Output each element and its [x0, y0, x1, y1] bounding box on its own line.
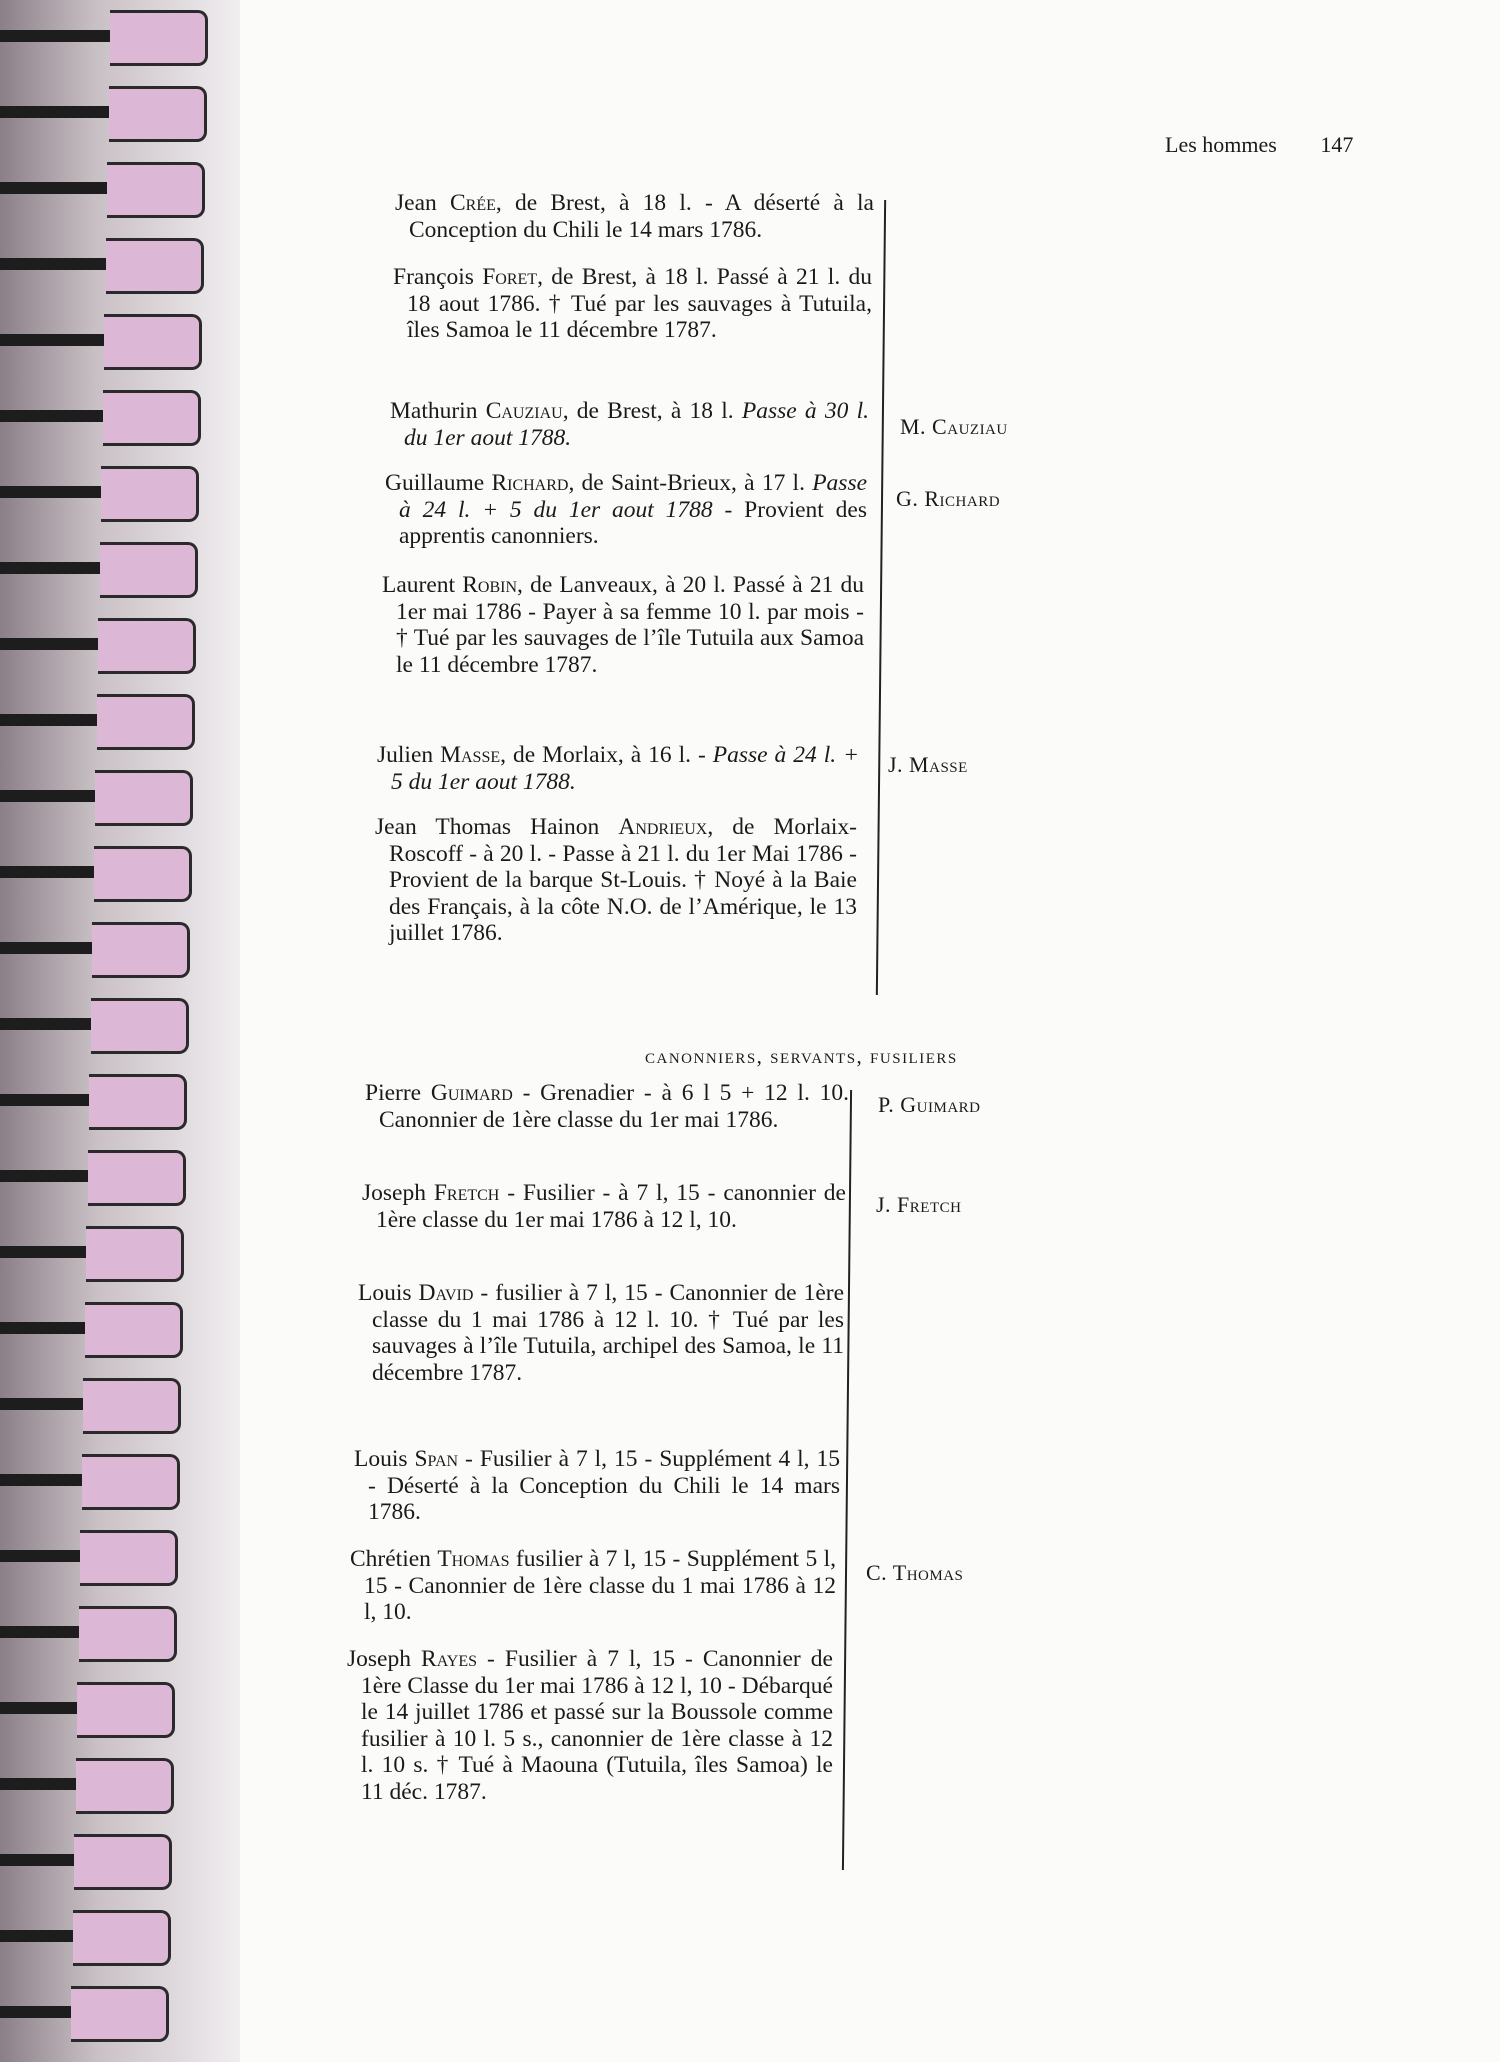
binding-ring — [100, 542, 198, 598]
binding-ring — [88, 1150, 186, 1206]
running-header — [1165, 132, 1353, 158]
column-divider — [876, 200, 886, 995]
binding-ring — [97, 694, 195, 750]
binding-ring — [85, 1302, 183, 1358]
signature-richard: G. Richard — [896, 486, 1001, 511]
entry-andrieux: Jean Thomas Hainon Andrieux, de Morlaix-Roscoff - à 20 l. - Passe à 21 l. du 1er Mai 1786 - Provient de la barque St-Louis. † Noyé à la Baie des Français, à la côte N.O. de l’Amérique, le 13 juillet 1786. — [375, 814, 857, 946]
binding-ring — [83, 1378, 181, 1434]
binding-ring — [92, 922, 190, 978]
binding-ring — [95, 770, 193, 826]
entry-thomas: Chrétien Thomas fusilier à 7 l, 15 - Supplément 5 l, 15 - Canonnier de 1ère classe du 1 mai 1786 à 12 l, 10. — [350, 1546, 836, 1625]
entry-guimard: Pierre Guimard - Grenadier - à 6 l 5 + 12 l. 10. Canonnier de 1ère classe du 1er mai 1786. — [365, 1080, 849, 1133]
binding-ring — [89, 1074, 187, 1130]
entry-span: Louis Span - Fusilier à 7 l, 15 - Supplément 4 l, 15 - Déserté à la Conception du Chili le 14 mars 1786. — [354, 1446, 841, 1525]
entry-richard: Guillaume Richard, de Saint-Brieux, à 17 l. Passe à 24 l. + 5 du 1er aout 1788 - Provient des apprentis canonniers. — [385, 470, 868, 549]
binding-ring — [107, 162, 205, 218]
entry-fretch: Joseph Fretch - Fusilier - à 7 l, 15 - canonnier de 1ère classe du 1er mai 1786 à 12 l, 10. — [362, 1180, 846, 1233]
binding-ring — [110, 10, 208, 66]
entry-foret: François Foret, de Brest, à 18 l. Passé à 21 l. du 18 aout 1786. † Tué par les sauvages à Tutuila, îles Samoa le 11 décembre 1787. — [393, 264, 872, 343]
entry-robin: Laurent Robin, de Lanveaux, à 20 l. Passé à 21 du 1er mai 1786 - Payer à sa femme 10 l. par mois - † Tué par les sauvages de l’île Tutuila aux Samoa le 11 décembre 1787. — [382, 572, 864, 678]
binding-ring — [73, 1910, 171, 1966]
binding-ring — [109, 86, 207, 142]
entry-david: Louis David - fusilier à 7 l, 15 - Canonnier de 1ère classe du 1 mai 1786 à 12 l. 10. † Tué par les sauvages à l’île Tutuila, archipel des Samoa, le 11 décembre 1787. — [358, 1280, 845, 1386]
binding-ring — [104, 314, 202, 370]
binding-ring — [82, 1454, 180, 1510]
signature-masse: J. Masse — [888, 752, 968, 777]
section-title: canonniers, servants, fusiliers — [645, 1044, 958, 1068]
binding-ring — [94, 846, 192, 902]
signature-guimard: P. Guimard — [878, 1092, 981, 1117]
binding-ring — [86, 1226, 184, 1282]
binding-ring — [80, 1530, 178, 1586]
binding-ring — [91, 998, 189, 1054]
entry-cauziau: Mathurin Cauziau, de Brest, à 18 l. Passe à 30 l. du 1er aout 1788. — [390, 398, 870, 451]
entry-cree: Jean Crée, de Brest, à 18 l. - A déserté à la Conception du Chili le 14 mars 1786. — [395, 190, 874, 243]
entry-masse: Julien Masse, de Morlaix, à 16 l. - Passe à 24 l. + 5 du 1er aout 1788. — [377, 742, 859, 795]
binding-ring — [77, 1682, 175, 1738]
entry-rayes: Joseph Rayes - Fusilier à 7 l, 15 - Canonnier de 1ère Classe du 1er mai 1786 à 12 l, 10 - Débarqué le 14 juillet 1786 et passé sur la Boussole comme fusilier à 10 l. 5 s., canonnier de 1ère classe à 12 l. 10 s. † Tué à Maouna (Tutuila, îles Samoa) le 11 déc. 1787. — [347, 1646, 833, 1805]
signature-thomas: C. Thomas — [866, 1560, 964, 1585]
binding-ring — [103, 390, 201, 446]
binding-ring — [98, 618, 196, 674]
page-number: 147 — [1320, 132, 1354, 157]
binding-ring — [101, 466, 199, 522]
spiral-binding — [0, 0, 240, 2062]
binding-ring — [106, 238, 204, 294]
signature-cauziau: M. Cauziau — [900, 414, 1008, 439]
binding-ring — [76, 1758, 174, 1814]
binding-ring — [79, 1606, 177, 1662]
binding-ring — [71, 1986, 169, 2042]
signature-fretch: J. Fretch — [876, 1192, 962, 1217]
binding-ring — [74, 1834, 172, 1890]
header-title: Les hommes — [1165, 132, 1277, 157]
